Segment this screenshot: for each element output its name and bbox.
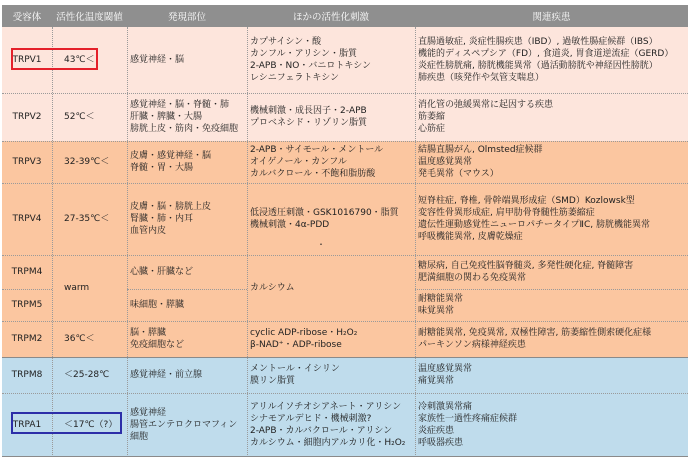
header-receptor: 受容体	[2, 5, 52, 27]
receptor-cell: TRPV2	[12, 112, 42, 122]
diseases-cell	[415, 27, 688, 93]
disease-line: 耐糖能異常, 免疫異常, 双極性障害, 筋萎縮性側索硬化症様	[418, 328, 652, 338]
diseases-cell	[415, 357, 688, 393]
site-line: 味細胞・膵臓	[130, 300, 185, 310]
disease-line: 炎症疾患	[418, 425, 455, 436]
site-cell	[127, 321, 247, 357]
site-cell	[127, 183, 247, 255]
stimuli-cell	[247, 183, 415, 255]
header-stimuli: ほかの活性化刺激	[247, 5, 415, 27]
disease-line: 温度感覚異常	[418, 157, 473, 167]
stimuli-line: 機械刺激・4α-PDD	[250, 220, 330, 230]
site-line: 皮膚・脳・膀胱上皮	[130, 202, 212, 212]
receptor-cell: TRPV3	[12, 157, 42, 167]
site-cell	[127, 289, 247, 321]
receptor-cell: TRPV4	[12, 214, 42, 224]
disease-line: 炎症性膀胱痛, 膀胱機能異常（過活動膀胱や神経因性膀胱）	[418, 61, 658, 71]
site-line: 膀胱上皮・筋肉・免疫細胞	[130, 124, 239, 134]
stimuli-cell	[247, 393, 415, 456]
stimuli-cell	[247, 27, 415, 93]
site-line: 脳・膵臓	[130, 328, 167, 338]
disease-line: 肺疾患（咳発作や気管支喘息）	[418, 73, 545, 83]
threshold-cell: 52℃＜	[64, 112, 95, 122]
site-cell	[127, 255, 247, 289]
stimuli-cell	[247, 357, 415, 393]
disease-line: 冷刺激異常痛	[418, 401, 473, 412]
disease-line: 消化管の弛緩異常に起因する疾患	[418, 100, 554, 110]
site-line: 腎臓・肺・内耳	[130, 214, 194, 224]
site-line: 感覚神経・脳	[130, 55, 185, 65]
stimuli-line: オイゲノール・カンフル	[250, 157, 347, 167]
threshold-cell: ＜25-28℃	[64, 370, 110, 380]
diseases-cell	[415, 141, 688, 183]
diseases-cell	[415, 93, 688, 141]
site-cell	[127, 393, 247, 456]
site-cell	[127, 357, 247, 393]
site-line: 感覚神経・脳・脊髄・肺	[130, 100, 230, 110]
disease-line: 短脊柱症, 脊椎, 骨幹端異形成症（SMD）Kozlowsk型	[418, 196, 635, 206]
disease-line: パーキンソン病様神経疾患	[418, 340, 526, 350]
site-line: 感覚神経	[130, 407, 167, 418]
stimuli-line: 2-APB・サイモール・メントール	[250, 145, 384, 155]
threshold-cell: ＜17℃（?）	[64, 419, 118, 430]
stimuli-line: レシニフェラトキシン	[250, 73, 340, 83]
stimuli-line: カプサイシン・酸	[250, 37, 322, 47]
threshold-cell-merged: warm	[64, 283, 90, 293]
disease-line: 痛覚異常	[418, 376, 455, 386]
site-line: 皮膚・感覚神経・脳	[130, 151, 212, 161]
stimuli-cell	[247, 93, 415, 141]
site-line: 肝臓・脾臓・大腸	[130, 112, 203, 122]
diseases-cell	[415, 183, 688, 255]
diseases-cell	[415, 393, 688, 456]
diseases-cell	[415, 321, 688, 357]
stimuli-line: カルバクロール・不飽和脂肪酸	[250, 169, 376, 179]
stimuli-line: シナモアルデヒド・機械刺激?	[250, 413, 372, 424]
stimuli-line: カンフル・アリシン・脂質	[250, 49, 358, 59]
disease-line: 筋萎縮	[418, 112, 446, 122]
stimuli-line: アリルイソチオシアネート・アリシン	[250, 401, 402, 412]
disease-line: 味覚異常	[418, 306, 455, 316]
receptor-cell: TRPV1	[12, 55, 42, 65]
site-cell	[127, 93, 247, 141]
disease-line: 心筋症	[418, 124, 446, 134]
stimuli-line: 低浸透圧刺激・GSK1016790・脂質	[250, 208, 399, 218]
disease-line: 肥満細胞の関わる免疫異常	[418, 273, 527, 283]
diseases-cell	[415, 289, 688, 321]
stimuli-line: プロベネシド・リゾリン脂質	[250, 118, 368, 128]
header-threshold: 活性化温度閾値	[52, 5, 127, 27]
threshold-cell: 27-35℃＜	[64, 214, 110, 224]
stimuli-line: β-NAD⁺・ADP-ribose	[250, 340, 342, 350]
receptor-cell: TRPM8	[11, 370, 43, 380]
disease-line: 糖尿病, 自己免疫性脳脊髄炎, 多発性硬化症, 脊髄障害	[418, 261, 634, 271]
disease-line: 変容性骨異形成症, 肩甲肋骨脊髄性筋萎縮症	[418, 208, 595, 218]
receptor-cell: TRPM5	[11, 300, 43, 310]
stimuli-line: cyclic ADP-ribose・H₂O₂	[250, 328, 358, 338]
site-cell	[127, 141, 247, 183]
site-line: 心臓・肝臓など	[130, 267, 194, 277]
header-diseases: 関連疾患	[415, 5, 688, 27]
stimuli-line: 2-APB・NO・バニロトキシン	[250, 61, 372, 71]
stimuli-line: 2-APB・カルバクロール・アリシン	[250, 425, 393, 436]
stimuli-line: 膜リン脂質	[250, 376, 296, 386]
receptor-cell: TRPM2	[11, 334, 43, 344]
stimuli-cell-merged: カルシウム	[250, 283, 295, 293]
site-line: 腸管エンテロクロマフィン	[130, 419, 238, 430]
disease-line: 直腸過敏症, 炎症性腸疾患（IBD）, 過敏性腸症候群（IBS）	[418, 37, 658, 47]
disease-line: 呼吸器疾患	[418, 437, 464, 448]
header-site: 発現部位	[127, 5, 247, 27]
stimuli-line: 機械刺激・成長因子・2-APB	[250, 106, 367, 116]
stimuli-line: カルシウム・細胞内アルカリ化・H₂O₂	[250, 437, 406, 448]
disease-line: 呼吸機能異常, 皮膚乾燥症	[418, 232, 523, 242]
threshold-cell: 43℃＜	[64, 55, 95, 65]
stimuli-cell	[247, 141, 415, 183]
table-bottom-border	[2, 456, 688, 457]
disease-line: 機能的ディスペプシア（FD）, 食道炎, 胃食道逆流症（GERD）	[418, 49, 674, 59]
site-line: 脊髄・胃・大腸	[130, 163, 194, 173]
stray-dot: ・	[317, 240, 325, 249]
disease-line: 遺伝性運動感覚性ニューロパチータイプⅡC, 膀胱機能異常	[418, 220, 650, 230]
receptor-cell: TRPA1	[12, 419, 42, 430]
site-line: 免疫細胞など	[130, 340, 185, 350]
site-line: 細胞	[130, 431, 149, 442]
site-line: 感覚神経・前立腺	[130, 370, 203, 380]
disease-line: 結腸直腸がん, Olmsted症候群	[418, 145, 543, 155]
disease-line: 耐糖能異常	[418, 294, 464, 304]
disease-line: 発毛異常（マウス）	[418, 169, 499, 179]
diseases-cell	[415, 255, 688, 289]
disease-line: 温度感覚異常	[418, 364, 473, 374]
threshold-cell: 36℃＜	[64, 334, 95, 344]
stimuli-cell	[247, 321, 415, 357]
site-cell	[127, 27, 247, 93]
site-line: 血管内皮	[130, 226, 167, 236]
trp-table	[2, 5, 688, 457]
stimuli-line: メントール・イシリン	[250, 364, 340, 374]
disease-line: 家族性一過性疼痛症候群	[418, 413, 518, 424]
receptor-cell: TRPM4	[11, 267, 43, 277]
threshold-cell: 32-39℃＜	[64, 157, 110, 167]
